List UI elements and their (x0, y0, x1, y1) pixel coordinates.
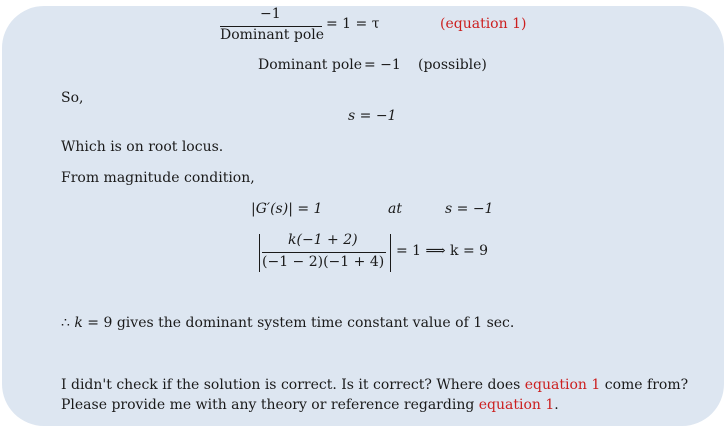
question-line-2-text-b: . (554, 397, 559, 413)
abs-bar-left (259, 234, 260, 272)
magnitude-condition-value: s = −1 (445, 201, 494, 217)
root-locus-text: Which is on root locus. (61, 139, 224, 155)
question-line-2-text-a: Please provide me with any theory or reference regarding (61, 397, 479, 413)
equation-1-reference: equation 1 (524, 377, 601, 393)
k-eq-denominator: (−1 − 2)(−1 + 4) (262, 254, 385, 270)
k-eq-numerator: k(−1 + 2) (288, 232, 358, 248)
dominant-pole-label: Dominant pole (258, 57, 363, 73)
conclusion-line (61, 315, 514, 331)
eq1-tag: (equation 1) (440, 16, 527, 32)
at-label: at (388, 201, 402, 217)
eq1-rhs: = 1 = τ (326, 16, 380, 32)
magnitude-condition-text: From magnitude condition, (61, 170, 255, 186)
magnitude-equation: |G′(s)| = 1 (251, 201, 323, 217)
eq1-numerator: −1 (260, 6, 281, 22)
abs-bar-right (390, 234, 391, 272)
question-line-1-text-b: come from? (600, 377, 689, 393)
s-equation: s = −1 (348, 108, 397, 124)
question-line-1-text-a: I didn't check if the solution is correct. Is it correct? Where does (61, 377, 525, 393)
question-line-2 (61, 397, 559, 413)
k-eq-rhs: = 1 ⟹ k = 9 (396, 243, 489, 259)
content-card (2, 6, 724, 426)
k-eq-fraction-bar (262, 252, 386, 253)
eq1-denominator: Dominant pole (220, 27, 325, 43)
conclusion-text: = 9 gives the dominant system time constant value of 1 sec. (82, 315, 515, 331)
equation-1-reference-2: equation 1 (478, 397, 555, 413)
therefore-symbol: ∴ (61, 315, 70, 331)
question-line-1 (61, 377, 688, 393)
dominant-pole-value: = −1 (364, 57, 401, 73)
so-label: So, (61, 90, 84, 106)
k-variable: k (74, 315, 83, 331)
dominant-pole-note: (possible) (418, 57, 487, 73)
